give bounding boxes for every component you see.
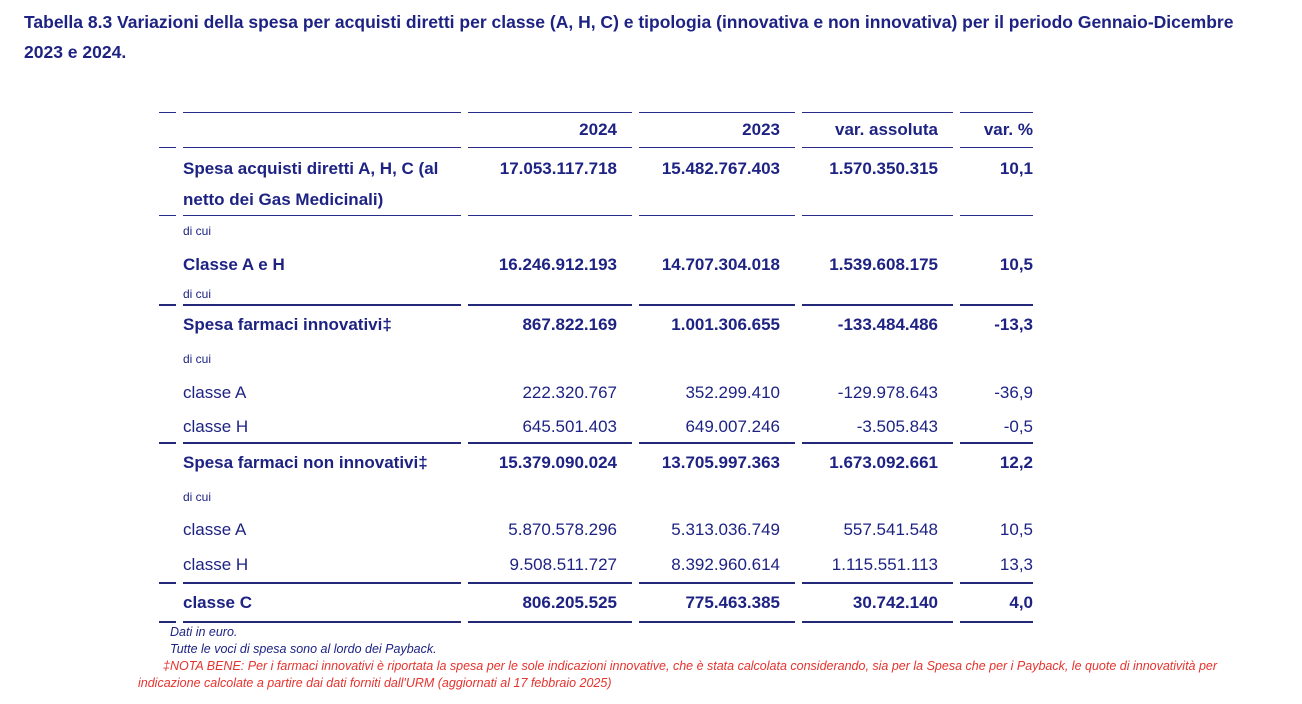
table-row-di-cui	[159, 482, 1033, 512]
row-label: Classe A e H	[183, 255, 285, 274]
row-label: di cui	[183, 352, 212, 366]
cell-var-pct: -36,9	[994, 383, 1033, 402]
cell-var-assoluta: -3.505.843	[802, 412, 953, 444]
footnote-dati-in-euro: Dati in euro.	[170, 625, 238, 639]
spending-table	[152, 112, 1040, 623]
cell-var-assoluta: 1.570.350.315	[802, 148, 953, 216]
footnotes	[0, 624, 1302, 692]
cell-2023: 13.705.997.363	[661, 453, 780, 472]
cell-var-assoluta: 557.541.548	[843, 520, 938, 539]
cell-2023: 14.707.304.018	[661, 255, 780, 274]
cell-var-pct: 13,3	[960, 548, 1033, 584]
table-row-classe-h-non-innovativi	[159, 548, 1033, 584]
cell-var-assoluta: 1.539.608.175	[829, 255, 938, 274]
row-label: classe H	[183, 548, 461, 584]
footnote-payback: Tutte le voci di spesa sono al lordo dei Payback.	[170, 641, 437, 656]
table-row-classe-a-non-innovativi	[159, 512, 1033, 548]
cell-2023: 352.299.410	[685, 383, 780, 402]
footnote-nota-bene-line1: ‡NOTA BENE: Per i farmaci innovativi è riportata la spesa per le sole indicazioni innovative, che è stata calcolata considerando, sia per la Spesa che per i Payback, le quote di innovatività per	[163, 659, 1218, 673]
cell-var-assoluta: 30.742.140	[802, 584, 953, 623]
cell-var-assoluta: -129.978.643	[837, 383, 938, 402]
table-row-spesa-farmaci-non-innovativi	[159, 444, 1033, 482]
table-row-spesa-farmaci-innovativi	[159, 306, 1033, 344]
cell-var-pct: 10,1	[960, 148, 1033, 216]
title-line-2: 2023 e 2024.	[24, 42, 127, 62]
table-header-row	[159, 112, 1033, 148]
cell-2023: 5.313.036.749	[671, 520, 780, 539]
header-2023: 2023	[639, 112, 795, 148]
row-label: Spesa farmaci innovativi‡	[183, 315, 392, 334]
document-title	[24, 7, 1298, 67]
cell-2023: 775.463.385	[639, 584, 795, 623]
table-row-classe-h-innovativi	[159, 412, 1033, 444]
row-label: Spesa acquisti diretti A, H, C (al netto dei Gas Medicinali)	[183, 148, 461, 216]
cell-2023: 15.482.767.403	[639, 148, 795, 216]
cell-2024: 867.822.169	[522, 315, 617, 334]
cell-var-assoluta: 1.115.551.113	[802, 548, 953, 584]
footnote-nota-bene-line2: indicazione calcolate a partire dai dati forniti dall'URM (aggiornati al 17 febbraio 2025)	[138, 676, 612, 690]
cell-2024: 9.508.511.727	[468, 548, 632, 584]
cell-var-pct: -0,5	[960, 412, 1033, 444]
cell-var-assoluta: 1.673.092.661	[829, 453, 938, 472]
cell-2024: 5.870.578.296	[508, 520, 617, 539]
cell-var-pct: 12,2	[999, 453, 1033, 472]
cell-var-pct: 10,5	[999, 520, 1033, 539]
cell-var-pct: -13,3	[994, 315, 1033, 334]
cell-2024: 645.501.403	[468, 412, 632, 444]
cell-2024: 222.320.767	[522, 383, 617, 402]
header-var-assoluta: var. assoluta	[802, 112, 953, 148]
cell-2023: 649.007.246	[639, 412, 795, 444]
cell-2024: 15.379.090.024	[498, 453, 617, 472]
header-var-pct: var. %	[960, 112, 1033, 148]
cell-var-pct: 4,0	[960, 584, 1033, 623]
table-row-spesa-acquisti-diretti	[159, 148, 1033, 216]
cell-2024: 17.053.117.718	[468, 148, 632, 216]
cell-var-assoluta: -133.484.486	[837, 315, 938, 334]
table-row-classe-c	[159, 584, 1033, 623]
table-row-classe-a-innovativi	[159, 374, 1033, 412]
row-label: classe H	[183, 412, 461, 444]
row-label: di cui	[183, 284, 461, 306]
header-label	[183, 112, 461, 148]
row-label: classe C	[183, 584, 461, 623]
cell-2023: 8.392.960.614	[639, 548, 795, 584]
title-line-1: Tabella 8.3 Variazioni della spesa per acquisti diretti per classe (A, H, C) e tipologia (innovativa e non innovativa) per il periodo Gennaio-Dicembre	[24, 12, 1234, 32]
row-label: classe A	[183, 520, 247, 539]
table-row-di-cui	[159, 216, 1033, 246]
row-label: di cui	[183, 490, 212, 504]
row-label: classe A	[183, 383, 247, 402]
row-label: di cui	[183, 224, 212, 238]
cell-2024: 16.246.912.193	[498, 255, 617, 274]
cell-2024: 806.205.525	[468, 584, 632, 623]
cell-var-pct: 10,5	[999, 255, 1033, 274]
cell-2023: 1.001.306.655	[671, 315, 780, 334]
table-row-classe-a-e-h	[159, 246, 1033, 284]
table-row-di-cui	[159, 284, 1033, 306]
header-2024: 2024	[468, 112, 632, 148]
table-row-di-cui	[159, 344, 1033, 374]
header-spacer	[159, 112, 176, 148]
row-label: Spesa farmaci non innovativi‡	[183, 453, 428, 472]
